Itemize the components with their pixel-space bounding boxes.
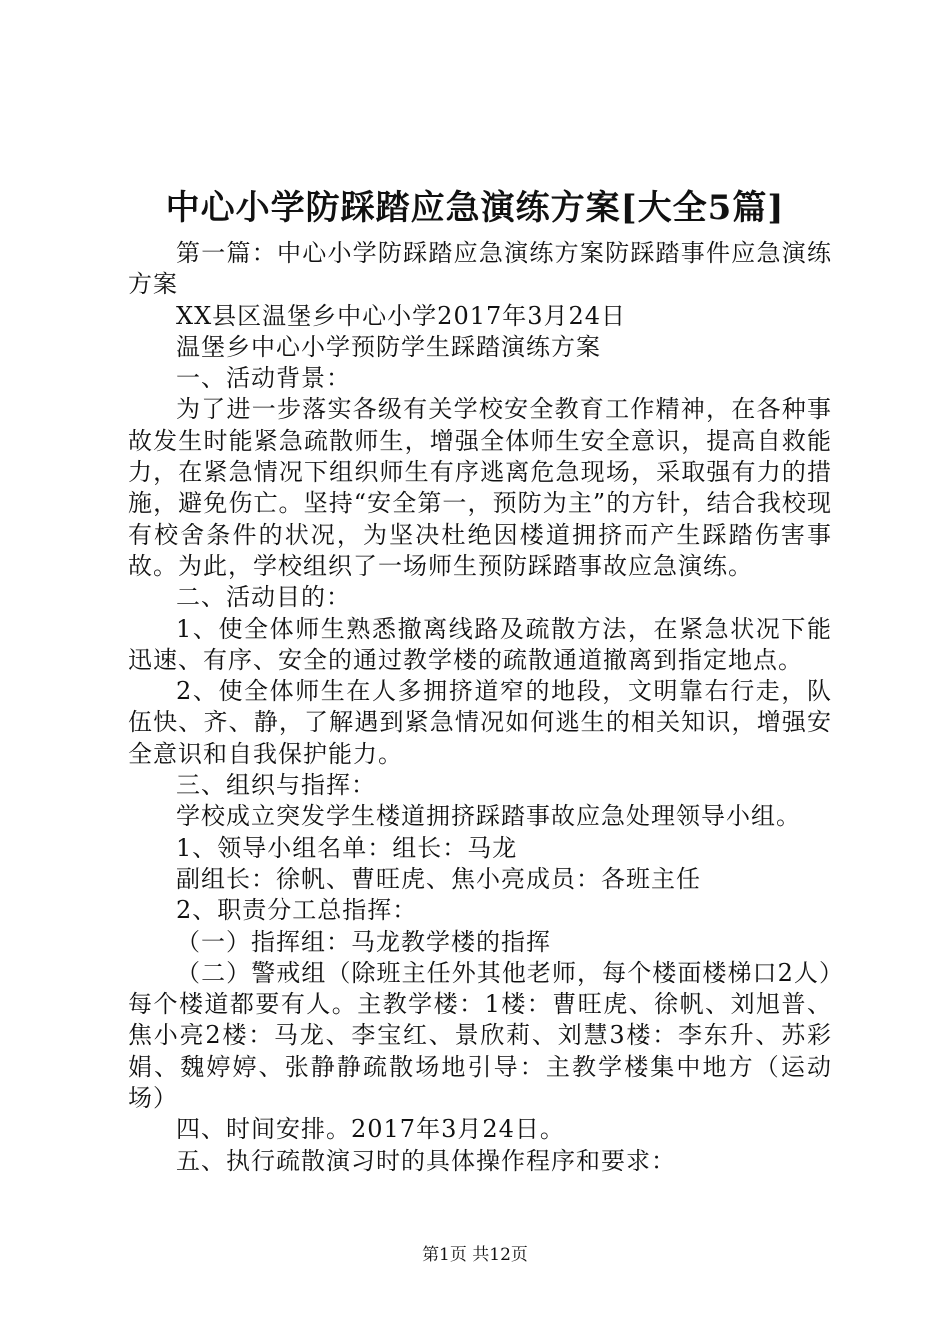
- paragraph: 1、领导小组名单：组长：马龙: [176, 833, 518, 862]
- paragraph: 2、使全体师生在人多拥挤道窄的地段，文明靠右行走，队伍快、齐、静，了解遇到紧急情况如何逃生的相关知识，增强安全意识和自我保护能力。: [128, 677, 832, 768]
- paragraph: （一）指挥组：马龙教学楼的指挥: [176, 927, 551, 956]
- paragraph: 二、活动目的：: [176, 583, 351, 612]
- paragraph: XX县区温堡乡中心小学2017年3月24日: [176, 301, 627, 330]
- document-body: [128, 238, 832, 1177]
- paragraph: 一、活动背景：: [176, 364, 351, 393]
- document-title: 中心小学防踩踏应急演练方案[大全5篇]: [165, 188, 785, 228]
- page-number-footer: 第1页 共12页: [422, 1245, 528, 1265]
- paragraph: 副组长：徐帆、曹旺虎、焦小亮成员：各班主任: [176, 864, 701, 893]
- paragraph: 为了进一步落实各级有关学校安全教育工作精神，在各种事故发生时能紧急疏散师生，增强全体师生安全意识，提高自救能力，在紧急情况下组织师生有序逃离危急现场，采取强有力的措施，避免伤亡。坚持“安全第一，预防为主”的方针，结合我校现有校舍条件的状况，为坚决杜绝因楼道拥挤而产生踩踏伤害事故。为此，学校组织了一场师生预防踩踏事故应急演练。: [128, 395, 832, 580]
- paragraph: 学校成立突发学生楼道拥挤踩踏事故应急处理领导小组。: [176, 802, 801, 831]
- paragraph: 三、组织与指挥：: [176, 771, 376, 800]
- paragraph: 五、执行疏散演习时的具体操作程序和要求：: [176, 1146, 676, 1175]
- paragraph: 温堡乡中心小学预防学生踩踏演练方案: [176, 332, 601, 361]
- paragraph: 2、职责分工总指挥：: [176, 896, 418, 925]
- paragraph: 第一篇：中心小学防踩踏应急演练方案防踩踏事件应急演练方案: [128, 239, 832, 299]
- paragraph: 四、时间安排。2017年3月24日。: [176, 1115, 565, 1144]
- paragraph: （二）警戒组（除班主任外其他老师，每个楼面楼梯口2人）每个楼道都要有人。主教学楼：1楼：曹旺虎、徐帆、刘旭普、焦小亮2楼：马龙、李宝红、景欣莉、刘慧3楼：李东升、苏彩娟、魏婷婷、张静静疏散场地引导：主教学楼集中地方（运动场）: [128, 958, 832, 1113]
- paragraph: 1、使全体师生熟悉撤离线路及疏散方法，在紧急状况下能迅速、有序、安全的通过教学楼的疏散通道撤离到指定地点。: [128, 614, 832, 674]
